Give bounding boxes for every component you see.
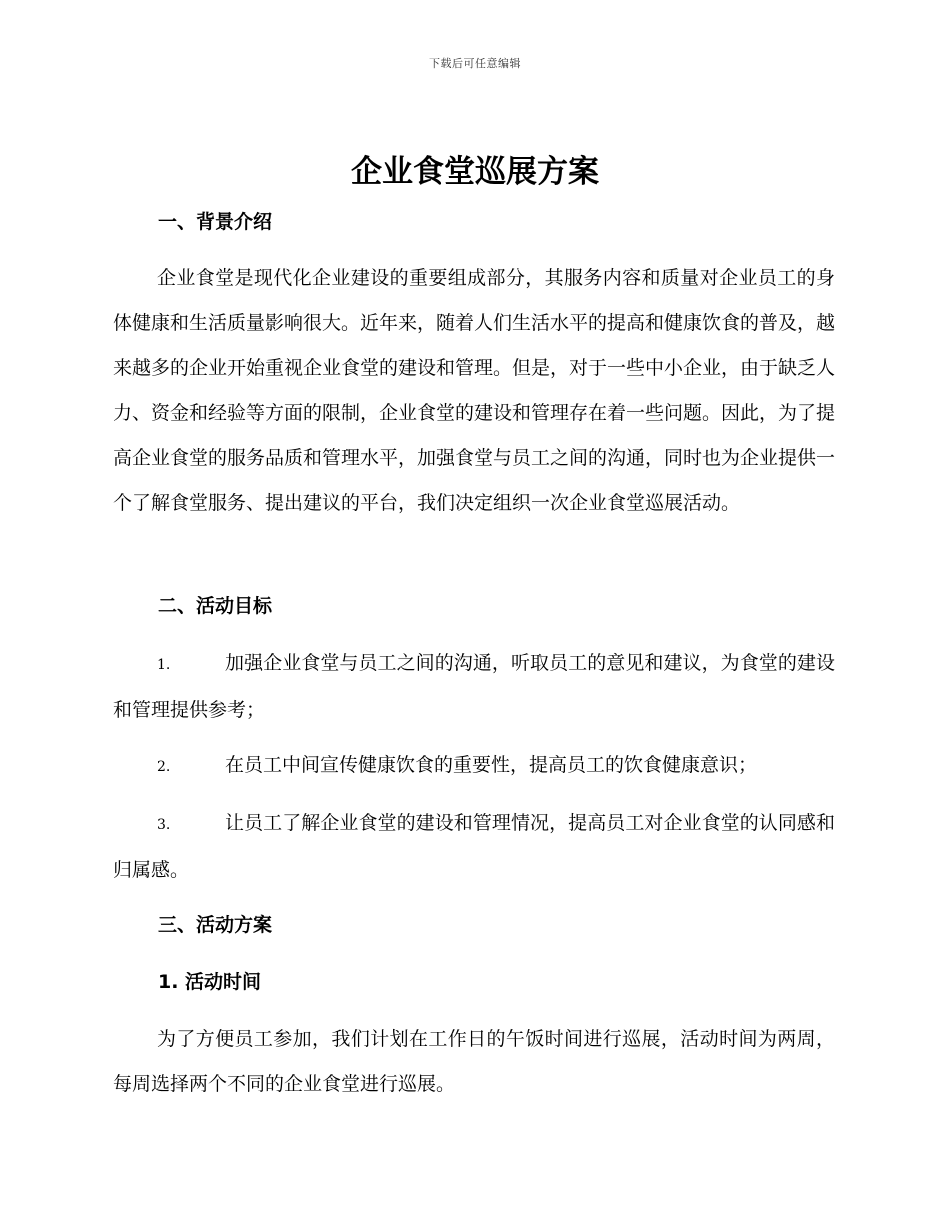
activity-time-paragraph: 为了方便员工参加，我们计划在工作日的午饭时间进行巡展，活动时间为两周，每周选择两个不同的企业食堂进行巡展。 (113, 1028, 835, 1095)
list-number: 3. (157, 817, 171, 833)
list-number: 1. (157, 657, 171, 673)
list-item-text: 加强企业食堂与员工之间的沟通，听取员工的意见和建议，为食堂的建设和管理提供参考； (113, 652, 835, 721)
document-title: 企业食堂巡展方案 (351, 154, 599, 190)
section-heading-plan: 三、活动方案 (158, 914, 273, 936)
background-paragraph: 企业食堂是现代化企业建设的重要组成部分，其服务内容和质量对企业员工的身体健康和生活质量影响很大。近年来，随着人们生活水平的提高和健康饮食的普及，越来越多的企业开始重视企业食堂的建设和管理。但是，对于一些中小企业，由于缺乏人力、资金和经验等方面的限制，企业食堂的建设和管理存在着一些问题。因此，为了提高企业食堂的服务品质和管理水平，加强食堂与员工之间的沟通，同时也为企业提供一个了解食堂服务、提出建议的平台，我们决定组织一次企业食堂巡展活动。 (113, 267, 836, 514)
goal-list-item (113, 801, 835, 893)
subsection-heading-time: 1. 活动时间 (158, 971, 262, 993)
list-item-text: 在员工中间宣传健康饮食的重要性，提高员工的饮食健康意识； (225, 754, 758, 776)
section-heading-goals: 二、活动目标 (158, 595, 273, 617)
goal-list-item (113, 641, 835, 733)
list-number: 2. (157, 759, 171, 775)
list-item-text: 让员工了解企业食堂的建设和管理情况，提高员工对企业食堂的认同感和归属感。 (113, 812, 835, 881)
page-header: 下载后可任意编辑 (429, 57, 521, 70)
goal-list-item (113, 743, 835, 790)
section-heading-background: 一、背景介绍 (158, 211, 273, 233)
